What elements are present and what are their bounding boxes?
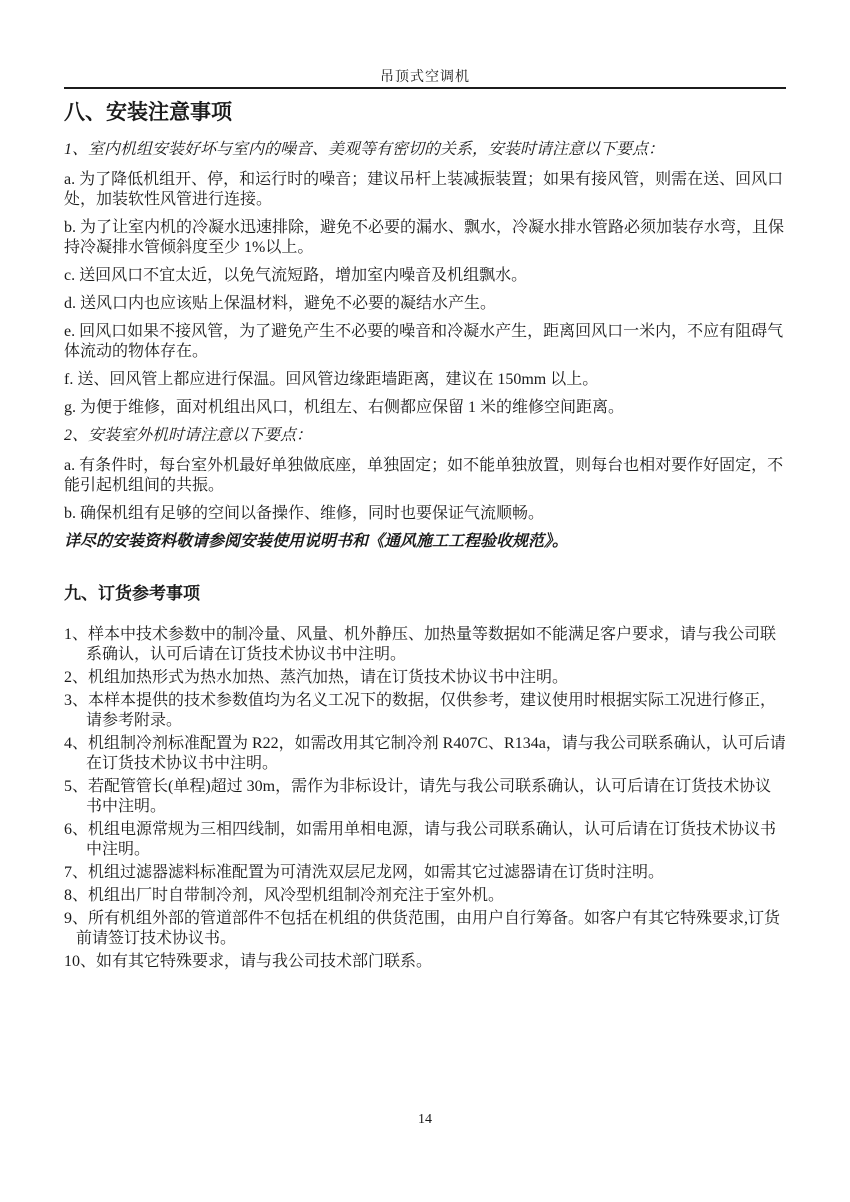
indoor-intro: 1、室内机组安装好坏与室内的噪音、美观等有密切的关系，安装时请注意以下要点： — [64, 141, 665, 158]
running-header: 吊顶式空调机 — [380, 70, 470, 85]
indoor-item-e: e. 回风口如果不接风管，为了避免产生不必要的噪音和冷凝水产生，距离回风口一米内，不应有阻碍气体流动的物体存在。 — [64, 323, 784, 360]
indoor-item-b: b. 为了让室内机的冷凝水迅速排除，避免不必要的漏水、飘水，冷凝水排水管路必须加装存水弯，且保持冷凝排水管倾斜度至少 1%以上。 — [64, 219, 785, 256]
ordering-item-9: 9、所有机组外部的管道部件不包括在机组的供货范围，由用户自行筹备。如客户有其它特殊要求,订货前请签订技术协议书。 — [64, 910, 781, 947]
ordering-item-4: 4、机组制冷剂标准配置为 R22，如需改用其它制冷剂 R407C、R134a，请与我公司联系确认，认可后请在订货技术协议书中注明。 — [64, 735, 786, 772]
outdoor-item-a: a. 有条件时，每台室外机最好单独做底座，单独固定；如不能单独放置，则每台也相对要作好固定，不能引起机组间的共振。 — [64, 457, 784, 494]
ordering-item-2: 2、机组加热形式为热水加热、蒸汽加热，请在订货技术协议书中注明。 — [64, 669, 569, 686]
outdoor-item-b: b. 确保机组有足够的空间以备操作、维修，同时也要保证气流顺畅。 — [64, 505, 545, 522]
ordering-item-1: 1、样本中技术参数中的制冷量、风量、机外静压、加热量等数据如不能满足客户要求，请与我公司联系确认，认可后请在订货技术协议书中注明。 — [64, 626, 777, 663]
indoor-item-a: a. 为了降低机组开、停，和运行时的噪音；建议吊杆上装减振装置；如果有接风管，则需在送、回风口处，加装软性风管进行连接。 — [64, 171, 784, 208]
indoor-item-g: g. 为便于维修，面对机组出风口，机组左、右侧都应保留 1 米的维修空间距离。 — [64, 399, 625, 416]
ordering-item-6: 6、机组电源常规为三相四线制，如需用单相电源，请与我公司联系确认，认可后请在订货技术协议书中注明。 — [64, 821, 777, 858]
section-title-installation: 八、安装注意事项 — [64, 101, 232, 124]
page-number: 14 — [418, 1112, 432, 1127]
ordering-item-7: 7、机组过滤器滤料标准配置为可清洗双层尼龙网，如需其它过滤器请在订货时注明。 — [64, 864, 665, 881]
section-title-ordering: 九、订货参考事项 — [64, 584, 200, 603]
page-content — [64, 100, 786, 975]
indoor-item-d: d. 送风口内也应该贴上保温材料，避免不必要的凝结水产生。 — [64, 295, 497, 312]
installation-reference-note: 详尽的安装资料敬请参阅安装使用说明书和《通风施工工程验收规范》。 — [64, 533, 569, 550]
ordering-item-5: 5、若配管管长(单程)超过 30m，需作为非标设计，请先与我公司联系确认，认可后请在订货技术协议书中注明。 — [64, 778, 772, 815]
ordering-item-3: 3、本样本提供的技术参数值均为名义工况下的数据，仅供参考，建议使用时根据实际工况进行修正，请参考附录。 — [64, 692, 777, 729]
indoor-item-c: c. 送回风口不宜太近，以免气流短路，增加室内噪音及机组飘水。 — [64, 267, 528, 284]
ordering-item-8: 8、机组出厂时自带制冷剂，风冷型机组制冷剂充注于室外机。 — [64, 887, 505, 904]
indoor-item-f: f. 送、回风管上都应进行保温。回风管边缘距墙距离，建议在 150mm 以上。 — [64, 371, 599, 388]
outdoor-intro: 2、安装室外机时请注意以下要点： — [64, 427, 313, 444]
header-rule — [64, 87, 786, 89]
ordering-item-10: 10、如有其它特殊要求，请与我公司技术部门联系。 — [64, 953, 433, 970]
